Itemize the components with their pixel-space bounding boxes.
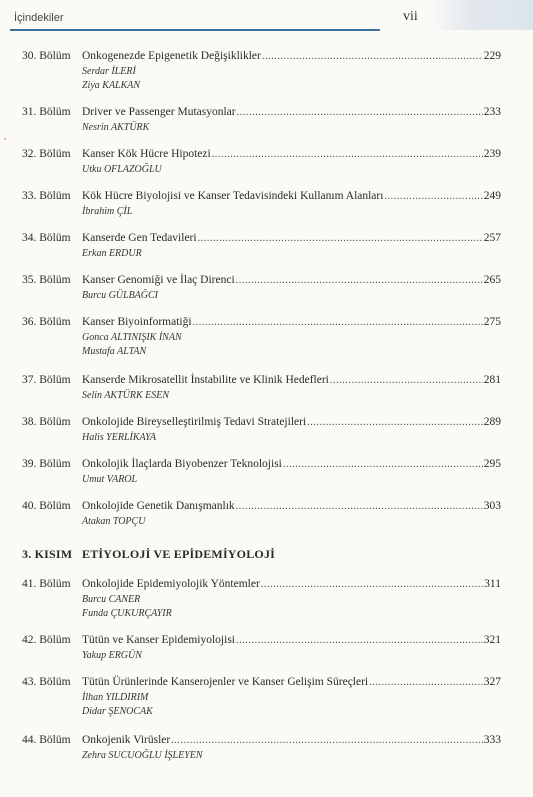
chapter-page: 239 xyxy=(483,148,501,160)
chapter-author: Nesrin AKTÜRK xyxy=(82,122,150,133)
chapter-page: 295 xyxy=(483,458,501,470)
chapter-title: Onkolojide Epidemiyolojik Yöntemler xyxy=(82,578,260,590)
chapter-title-line xyxy=(82,734,501,746)
chapter-title: Tütün Ürünlerinde Kanserojenler ve Kanser Gelişim Süreçleri xyxy=(82,676,369,688)
chapter-page: 333 xyxy=(483,734,501,746)
chapter-title: Onkolojik İlaçlarda Biyobenzer Teknolojisi xyxy=(82,458,282,470)
chapter-author: Burcu CANER xyxy=(82,594,141,605)
chapter-author: Halis YERLİKAYA xyxy=(82,432,157,443)
chapter-author: Gonca ALTINIŞIK İNAN xyxy=(82,332,182,343)
chapter-title-line xyxy=(82,274,501,286)
chapter-author: Funda ÇUKURÇAYIR xyxy=(82,608,172,619)
chapter-title: Kanser Biyoinformatiği xyxy=(82,316,192,328)
chapter-author: Serdar İLERİ xyxy=(82,66,136,77)
chapter-title: Onkojenik Virüsler xyxy=(82,734,171,746)
chapter-title-line xyxy=(82,458,501,470)
dot-leader xyxy=(307,417,483,428)
chapter-number: 41. Bölüm xyxy=(22,578,71,590)
chapter-number: 38. Bölüm xyxy=(22,416,71,428)
dot-leader xyxy=(384,191,482,202)
chapter-title-line xyxy=(82,148,501,160)
chapter-author: Didar ŞENOCAK xyxy=(82,706,153,717)
header-band xyxy=(430,0,533,30)
chapter-title-line xyxy=(82,50,501,62)
chapter-author: Ziya KALKAN xyxy=(82,80,141,91)
part-title: ETİYOLOJİ VE EPİDEMİYOLOJİ xyxy=(82,547,276,561)
chapter-number: 42. Bölüm xyxy=(22,634,71,646)
chapter-title-line xyxy=(82,106,501,118)
chapter-title: Kanserde Gen Tedavileri xyxy=(82,232,197,244)
chapter-title: Onkolojide Bireyselleştirilmiş Tedavi Stratejileri xyxy=(82,416,307,428)
dot-leader xyxy=(369,677,483,688)
chapter-title-line xyxy=(82,500,501,512)
dot-leader xyxy=(262,51,483,62)
chapter-number: 33. Bölüm xyxy=(22,190,71,202)
chapter-author: İbrahim ÇİL xyxy=(82,206,133,217)
chapter-page: 281 xyxy=(483,374,501,386)
chapter-title-line xyxy=(82,190,501,202)
dot-leader xyxy=(236,275,483,286)
dot-leader xyxy=(212,149,483,160)
chapter-number: 37. Bölüm xyxy=(22,374,71,386)
part-label: 3. KISIM xyxy=(22,547,73,561)
chapter-page: 303 xyxy=(483,500,501,512)
chapter-author: Umut VAROL xyxy=(82,474,138,485)
chapter-page: 289 xyxy=(483,416,501,428)
chapter-page: 321 xyxy=(483,634,501,646)
chapter-author: Erkan ERDUR xyxy=(82,248,142,259)
chapter-page: 257 xyxy=(483,232,501,244)
chapter-number: 35. Bölüm xyxy=(22,274,71,286)
chapter-page: 233 xyxy=(483,106,501,118)
dot-leader xyxy=(236,635,483,646)
dot-leader xyxy=(330,375,483,386)
chapter-author: Yakup ERGÜN xyxy=(82,650,142,661)
chapter-title: Kanser Genomiği ve İlaç Direnci xyxy=(82,274,235,286)
chapter-number: 44. Bölüm xyxy=(22,734,71,746)
chapter-author: İlhan YILDIRIM xyxy=(82,692,149,703)
chapter-number: 34. Bölüm xyxy=(22,232,71,244)
dot-leader xyxy=(283,459,483,470)
chapter-title: Tütün ve Kanser Epidemiyolojisi xyxy=(82,634,235,646)
dot-leader xyxy=(193,317,483,328)
margin-mark xyxy=(4,138,6,140)
chapter-author: Selin AKTÜRK ESEN xyxy=(82,390,170,401)
part-heading xyxy=(22,547,276,562)
header-rule xyxy=(10,29,380,31)
chapter-title-line xyxy=(82,232,501,244)
chapter-number: 36. Bölüm xyxy=(22,316,71,328)
chapter-author: Atakan TOPÇU xyxy=(82,516,146,527)
dot-leader xyxy=(261,579,483,590)
dot-leader xyxy=(236,501,483,512)
chapter-number: 30. Bölüm xyxy=(22,50,71,62)
page-number: vii xyxy=(403,9,418,24)
page-header xyxy=(0,0,533,34)
chapter-page: 311 xyxy=(484,578,501,590)
chapter-page: 265 xyxy=(483,274,501,286)
chapter-page: 229 xyxy=(483,50,501,62)
chapter-page: 249 xyxy=(483,190,501,202)
chapter-page: 275 xyxy=(483,316,501,328)
header-title: İçindekiler xyxy=(14,12,64,24)
chapter-title: Onkogenezde Epigenetik Değişiklikler xyxy=(82,50,261,62)
dot-leader xyxy=(198,233,483,244)
chapter-number: 32. Bölüm xyxy=(22,148,71,160)
chapter-title: Kanserde Mikrosatellit İnstabilite ve Klinik Hedefleri xyxy=(82,374,329,386)
chapter-title-line xyxy=(82,416,501,428)
chapter-author: Burcu GÜLBAĞCI xyxy=(82,290,159,301)
chapter-author: Mustafa ALTAN xyxy=(82,346,147,357)
chapter-title: Kök Hücre Biyolojisi ve Kanser Tedavisindeki Kullanım Alanları xyxy=(82,190,384,202)
chapter-title: Driver ve Passenger Mutasyonlar xyxy=(82,106,236,118)
chapter-title: Onkolojide Genetik Danışmanlık xyxy=(82,500,235,512)
chapter-number: 31. Bölüm xyxy=(22,106,71,118)
chapter-title: Kanser Kök Hücre Hipotezi xyxy=(82,148,211,160)
chapter-number: 39. Bölüm xyxy=(22,458,71,470)
chapter-title-line xyxy=(82,634,501,646)
chapter-page: 327 xyxy=(483,676,501,688)
chapter-title-line xyxy=(82,578,501,590)
chapter-author: Zehra SUCUOĞLU İŞLEYEN xyxy=(82,750,203,761)
chapter-title-line xyxy=(82,316,501,328)
chapter-number: 40. Bölüm xyxy=(22,500,71,512)
chapter-title-line xyxy=(82,676,501,688)
dot-leader xyxy=(237,107,483,118)
chapter-title-line xyxy=(82,374,501,386)
chapter-author: Utku OFLAZOĞLU xyxy=(82,164,162,175)
chapter-number: 43. Bölüm xyxy=(22,676,71,688)
dot-leader xyxy=(171,735,483,746)
